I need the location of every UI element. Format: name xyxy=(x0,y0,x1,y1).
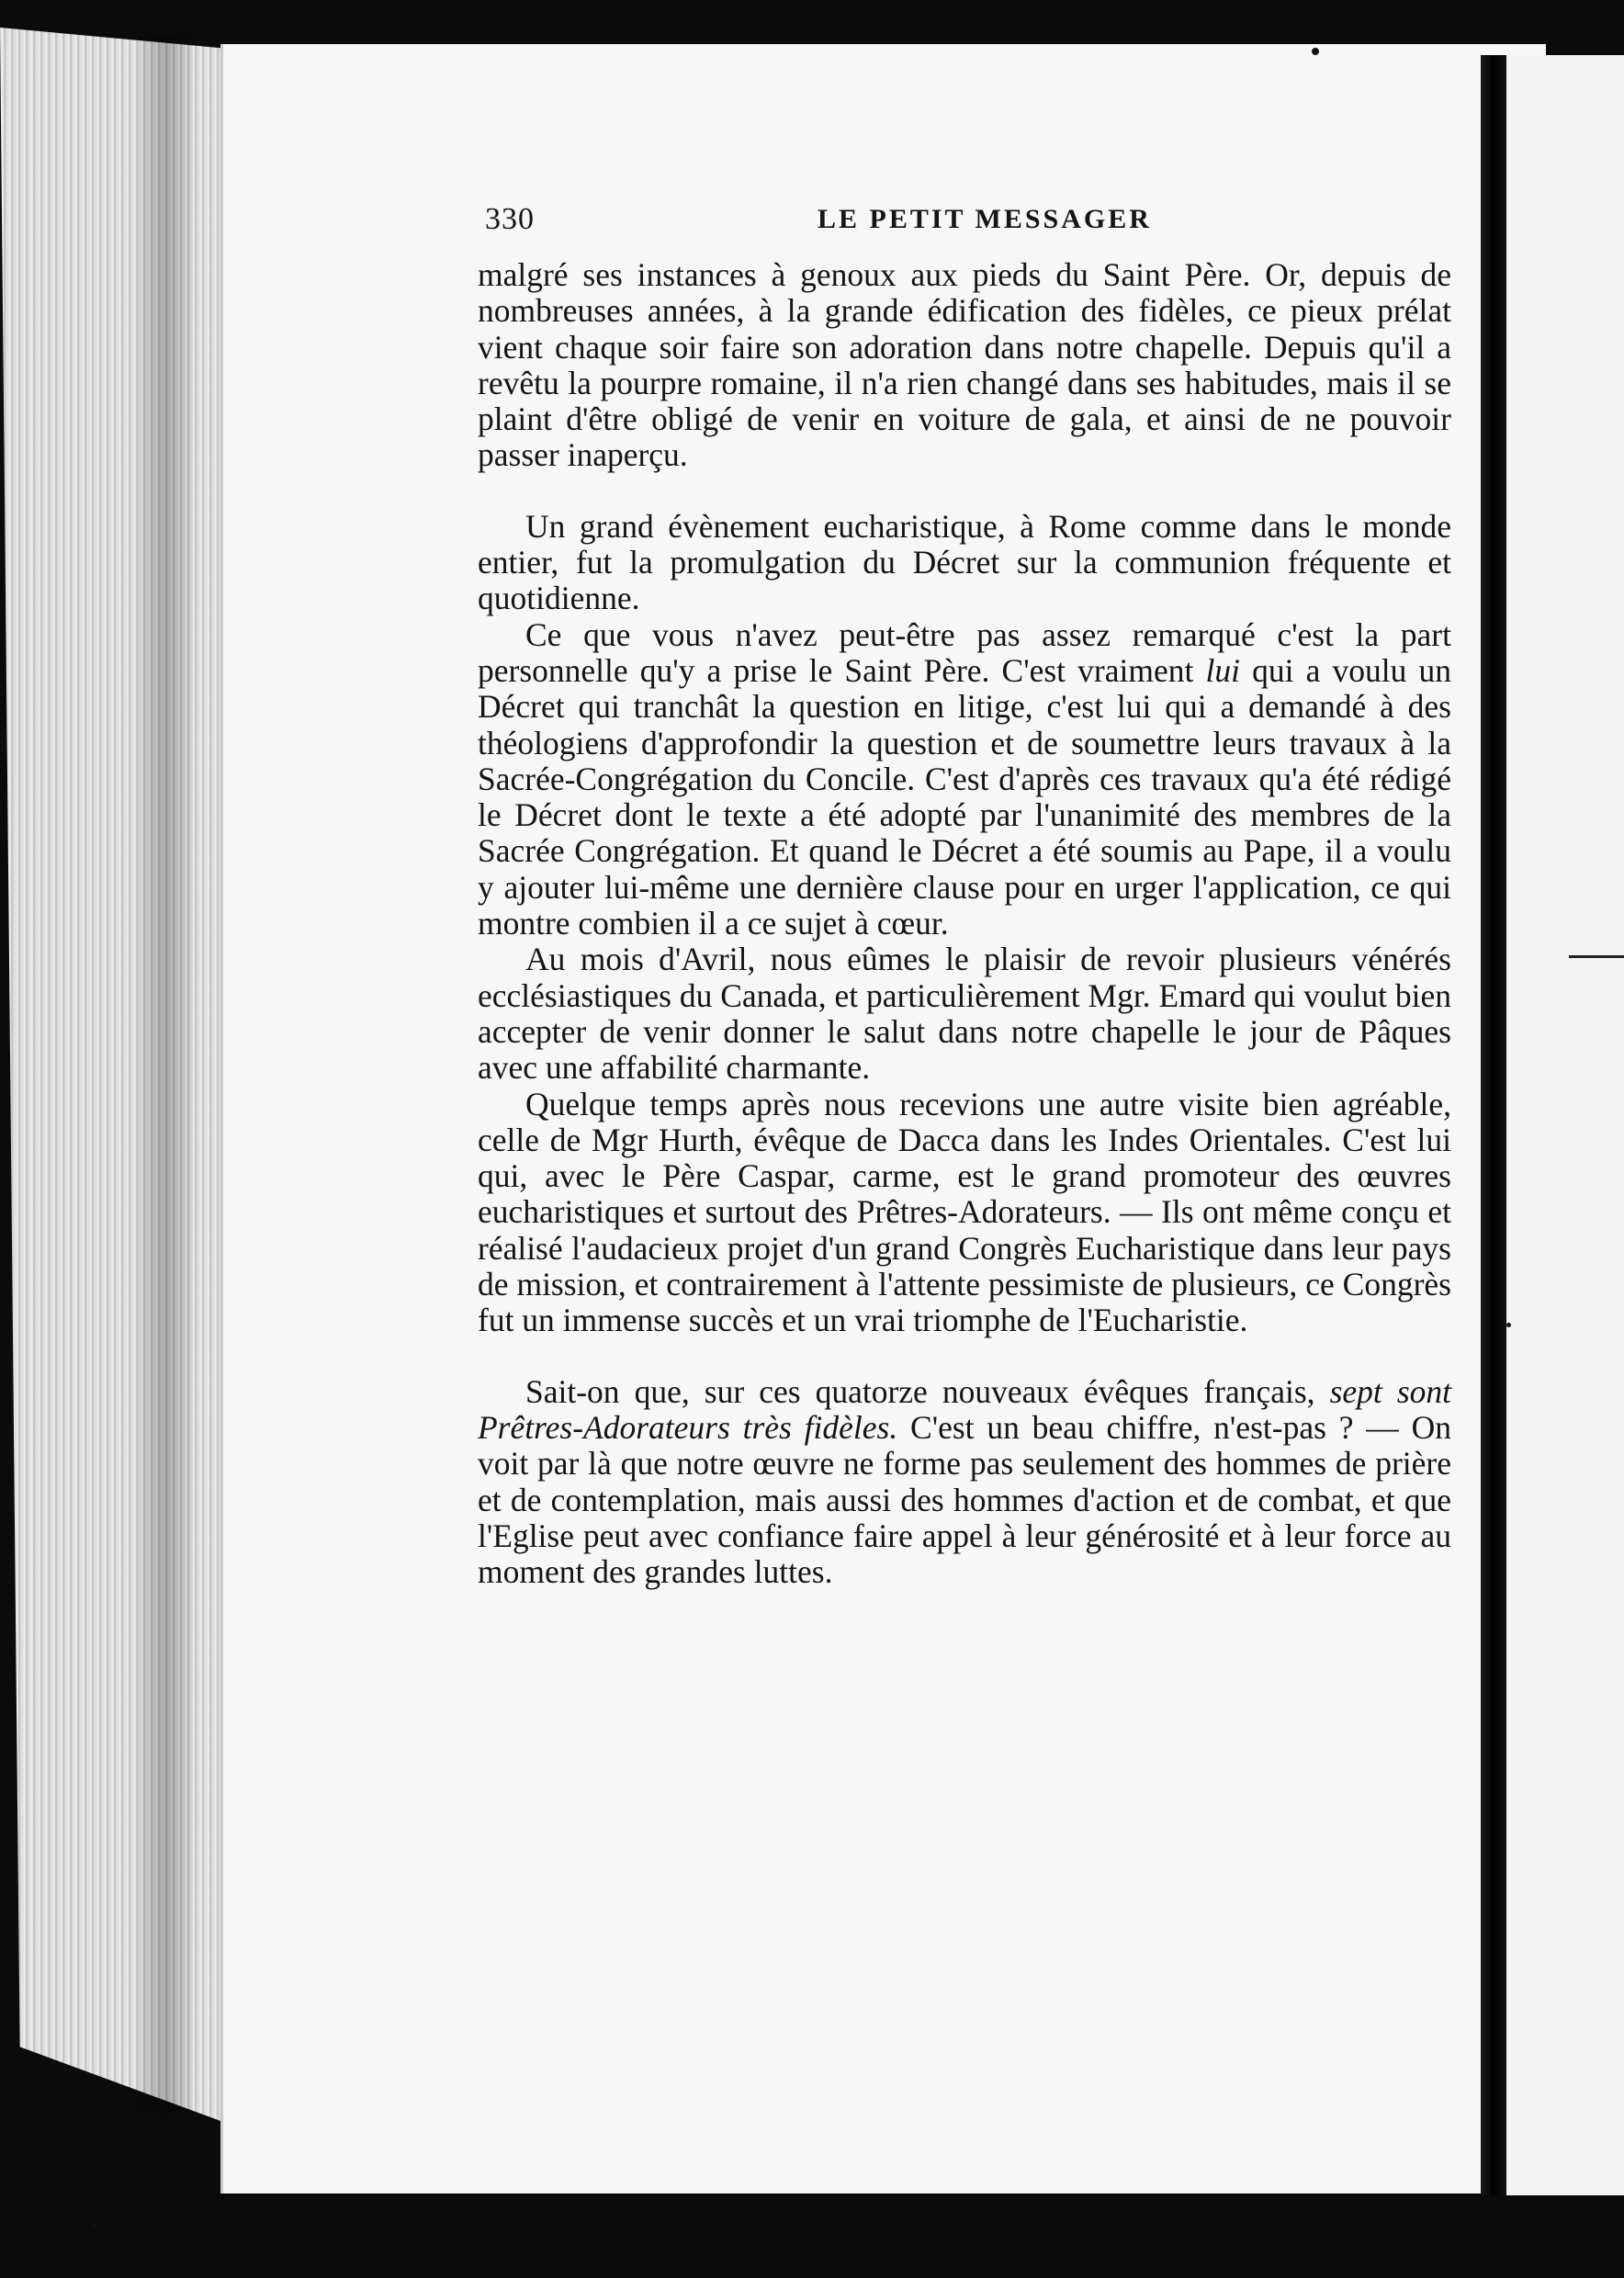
italic-emphasis: sept sont Prêtres-Adorateurs très fidèles. xyxy=(478,1372,1451,1446)
dust-speck xyxy=(92,2223,97,2228)
body-text xyxy=(478,257,1451,1590)
book-page-edges xyxy=(0,28,248,2131)
dust-speck xyxy=(1506,1323,1511,1327)
paragraph: malgré ses instances à genoux aux pieds du Saint Père. Or, depuis de nombreuses années, à la grande édification des fidèles, ce pieux prélat vient chaque soir faire son adoration dans notre chapelle. Depuis qu'il a revêtu la pourpre romaine, il n'a rien changé dans ses habitudes, mais il se plaint d'être obligé de venir en voiture de gala, et ainsi de ne pouvoir passer inaperçu. xyxy=(478,256,1451,474)
page-edge-shadow xyxy=(138,37,193,2113)
page-number: 330 xyxy=(485,202,535,236)
paragraph: Un grand évènement eucharistique, à Rome comme dans le monde entier, fut la promulgation du Décret sur la communion fréquente et quotidienne. xyxy=(478,507,1451,617)
dust-speck xyxy=(1312,48,1319,55)
running-head xyxy=(478,193,1451,248)
paragraph-text: qui a voulu un Décret qui tranchât la question en litige, c'est lui qui a demandé à des théologiens d'approfondir la question et de soumettre leurs travaux à la Sacrée-Congrégation du Concile. C'est d'après ces travaux qu'a été rédigé le Décret dont le texte a été adopté par l'unanimité des membres de la Sacrée Congrégation. Et quand le Décret a été soumis au Pape, il a voulu y ajouter lui-même une dernière clause pour en urger l'application, ce qui montre combien il a ce sujet à cœur. xyxy=(478,651,1452,942)
page-text-block xyxy=(478,193,1451,1590)
running-title: LE PETIT MESSAGER xyxy=(818,204,1152,234)
paragraph xyxy=(478,1374,1451,1591)
facing-page-rule xyxy=(1569,955,1624,958)
paragraph-text: Sait-on que, sur ces quatorze nouveaux évêques français, xyxy=(525,1372,1330,1410)
paragraph: Au mois d'Avril, nous eûmes le plaisir de revoir plusieurs vénérés ecclésiastiques du Canada, et particulièrement Mgr. Emard qui voulut bien accepter de venir donner le salut dans notre chapelle le jour de Pâques avec une affabilité charmante. xyxy=(478,941,1451,1087)
facing-page-edge xyxy=(1506,55,1624,2195)
paragraph xyxy=(478,617,1451,942)
italic-emphasis: lui xyxy=(1205,651,1240,689)
paragraph-text: C'est un beau chiffre, n'est-pas ? — On voit par là que notre œuvre ne forme pas seulement des hommes de prière et de contemplation, mais aussi des hommes d'action et de combat, et que l'Eglise peut avec confiance faire appel à leur générosité et à leur force au moment des grandes luttes. xyxy=(478,1408,1451,1591)
paragraph: Quelque temps après nous recevions une autre visite bien agréable, celle de Mgr Hurth, évêque de Dacca dans les Indes Orientales. C'est lui qui, avec le Père Caspar, carme, est le grand promoteur des œuvres eucharistiques et surtout des Prêtres-Adorateurs. — Ils ont même conçu et réalisé l'audacieux projet d'un grand Congrès Eucharistique dans leur pays de mission, et contrairement à l'attente pessimiste de plusieurs, ce Congrès fut un immense succès et un vrai triomphe de l'Eucharistie. xyxy=(478,1085,1451,1339)
paragraph-text: Ce que vous n'avez peut-être pas assez remarqué c'est la part personnelle qu'y a prise le Saint Père. C'est vraiment xyxy=(478,615,1451,689)
